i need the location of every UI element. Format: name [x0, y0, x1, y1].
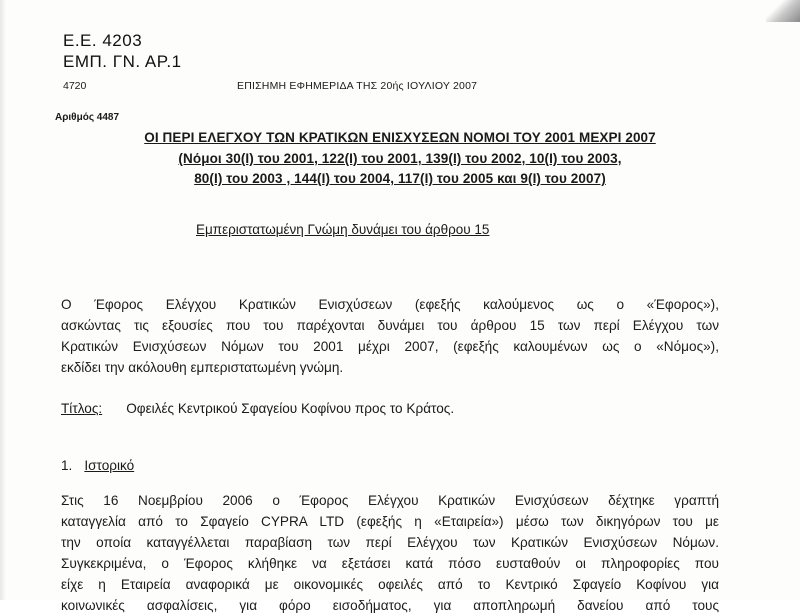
section-1-heading [61, 458, 134, 473]
law-title-line-1: ΟΙ ΠΕΡΙ ΕΛΕΓΧΟΥ ΤΩΝ ΚΡΑΤΙΚΩΝ ΕΝΙΣΧΥΣΕΩΝ ΝΟΜΟΙ ΤΟΥ 2001 ΜΕΧΡΙ 2007 [144, 130, 656, 145]
intro-line: εκδίδει την ακόλουθη εμπεριστατωμένη γνώμη. [61, 360, 344, 375]
intro-paragraph [61, 294, 719, 378]
subject-line [61, 401, 454, 416]
intro-line: ασκώντας τις εξουσίες που του παρέχονται δυνάμει του άρθρου 15 των περί Ελέγχου των [61, 318, 719, 333]
scan-corner-artifact [766, 0, 800, 22]
law-title-line-3: 80(Ι) του 2003 , 144(Ι) του 2004, 117(Ι) του 2005 και 9(Ι) του 2007) [194, 171, 606, 186]
section-1-title: Ιστορικό [84, 458, 135, 473]
law-title-line-2: (Νόμοι 30(Ι) του 2001, 122(Ι) του 2001, 139(Ι) του 2002, 10(Ι) του 2003, [178, 151, 622, 166]
intro-line: Κρατικών Ενισχύσεων Νόμων του 2001 μέχρι 2007, (εφεξής καλουμένων ως ο «Νόμος»), [61, 339, 719, 354]
section-1-line: είχε η Εταιρεία αναφορικά με οικονομικές οφειλές από το Κεντρικό Σφαγείο Κοφίνου για [61, 577, 719, 592]
subject-text: Οφειλές Κεντρικού Σφαγείου Κοφίνου προς το Κράτος. [126, 401, 455, 416]
opinion-heading: Εμπεριστατωμένη Γνώμη δυνάμει του άρθρου 15 [196, 222, 490, 237]
subject-label: Τίτλος: [61, 401, 103, 416]
gazette-title: ΕΠΙΣΗΜΗ ΕΦΗΜΕΡΙΔΑ ΤΗΣ 20ής ΙΟΥΛΙΟΥ 2007 [237, 80, 478, 92]
section-1-paragraph [61, 490, 719, 616]
section-1-line: Συγκεκριμένα, ο Έφορος κλήθηκε να εξετάσει κατά πόσο ευσταθούν οι πληροφορίες που [61, 556, 719, 571]
section-1-line: Στις 16 Νοεμβρίου 2006 ο Έφορος Ελέγχου Κρατικών Ενισχύσεων δέχτηκε γραπτή [61, 493, 719, 508]
scan-edge-shadow [0, 0, 6, 600]
document-number: Αριθμός 4487 [55, 112, 120, 123]
gazette-code-line-1: Ε.Ε. 4203 [63, 31, 143, 50]
section-1-number: 1. [61, 458, 73, 473]
intro-line: Ο Έφορος Ελέγχου Κρατικών Ενισχύσεων (εφεξής καλούμενος ως ο «Έφορος»), [61, 297, 719, 312]
page-number: 4720 [63, 80, 87, 92]
section-1-line: καταγγελία από το Σφαγείο CYPRA LTD (εφεξής η «Εταιρεία») μέσω των δικηγόρων του με [61, 514, 719, 529]
section-1-line: κοινωνικές ασφαλίσεις, για φόρο εισοδήματος, για αποπληρωμή δανείου από τους [61, 598, 719, 613]
section-1-line: την οποία καταγγέλλεται παραβίαση των περί Ελέγχου των Κρατικών Ενισχύσεων Νόμων. [61, 535, 719, 550]
gazette-code-line-2: ΕΜΠ. ΓΝ. ΑΡ.1 [63, 52, 182, 71]
